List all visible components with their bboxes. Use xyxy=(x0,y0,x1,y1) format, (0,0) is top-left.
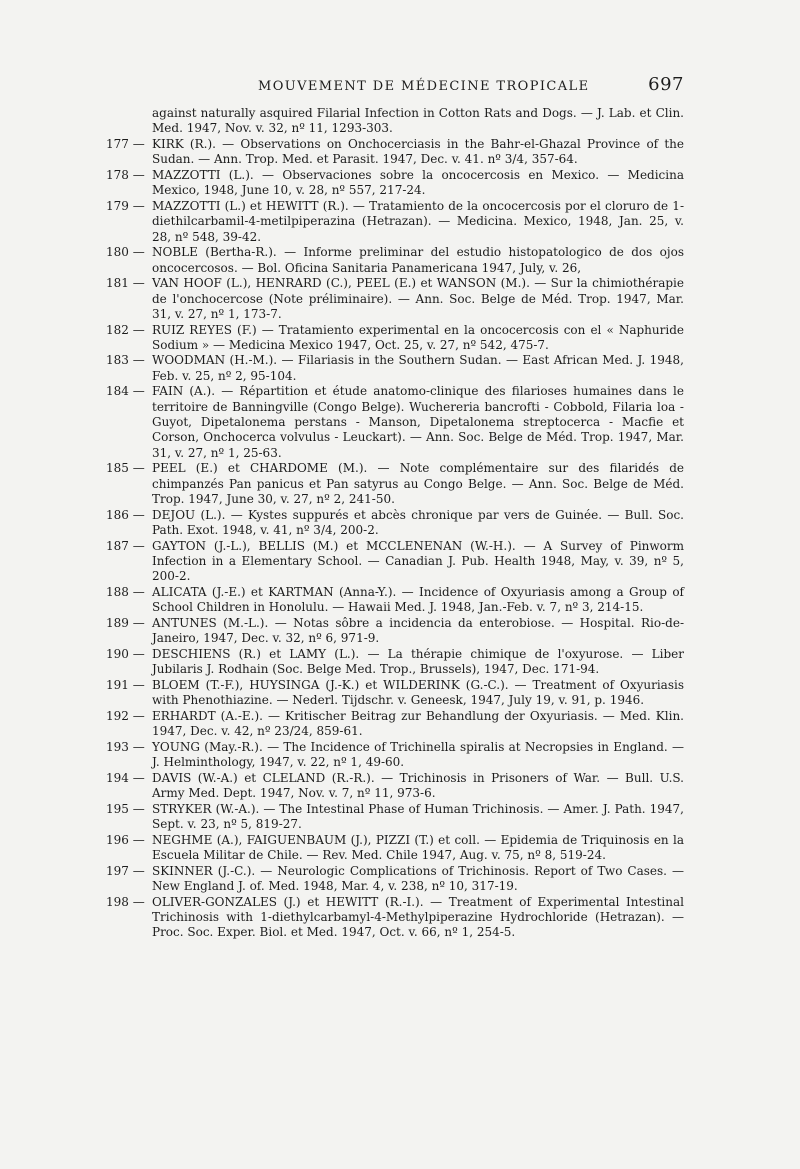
reference-entry xyxy=(106,864,684,895)
reference-entry xyxy=(106,106,684,137)
reference-entry xyxy=(106,199,684,245)
reference-entry xyxy=(106,137,684,168)
reference-number: 186 — xyxy=(106,507,145,522)
reference-number: 188 — xyxy=(106,584,145,599)
reference-entry xyxy=(106,168,684,199)
reference-number: 195 — xyxy=(106,801,145,816)
reference-entry xyxy=(106,276,684,322)
reference-entry xyxy=(106,539,684,585)
page-number: 697 xyxy=(648,74,684,95)
reference-text: ALICATA (J.-E.) et KARTMAN (Anna-Y.). — Incidence of Oxyuriasis among a Group of School Children in Honolulu. — Hawaii Med. J. 1948, Jan.-Feb. v. 7, nº 3, 214-15. xyxy=(152,584,684,615)
reference-entry xyxy=(106,771,684,802)
reference-number: 197 — xyxy=(106,863,145,878)
reference-number: 178 — xyxy=(106,167,145,182)
reference-entry xyxy=(106,709,684,740)
reference-text: FAIN (A.). — Répartition et étude anatomo-clinique des filarioses humaines dans le territoire de Banningville (Congo Belge). Wuchereria bancrofti - Cobbold, Filaria loa - Guyot, Dipetalonema perstans - Manson, Dipetalonema streptocerca - Macfie et Corson, Onchocerca volvulus - Leuckart). — Ann. Soc. Belge de Méd. Trop. 1947, Mar. 31, v. 27, nº 1, 25-63. xyxy=(152,384,684,460)
reference-entry xyxy=(106,323,684,354)
reference-entry xyxy=(106,508,684,539)
reference-entry xyxy=(106,585,684,616)
reference-number: 183 — xyxy=(106,353,145,368)
reference-number: 193 — xyxy=(106,739,145,754)
reference-text: STRYKER (W.-A.). — The Intestinal Phase of Human Trichinosis. — Amer. J. Path. 1947, Sept. v. 23, nº 5, 819-27. xyxy=(152,801,684,832)
reference-entry xyxy=(106,647,684,678)
reference-number: 180 — xyxy=(106,245,145,260)
reference-number: 182 — xyxy=(106,322,145,337)
reference-entry xyxy=(106,461,684,507)
reference-entry xyxy=(106,384,684,460)
reference-number: 184 — xyxy=(106,384,145,399)
reference-text: NOBLE (Bertha-R.). — Informe preliminar del estudio histopatologico de dos ojos oncocercosos. — Bol. Oficina Sanitaria Panamericana 1947, July, v. 26, xyxy=(152,245,684,275)
reference-text: WOODMAN (H.-M.). — Filariasis in the Southern Sudan. — East African Med. J. 1948, Feb. v. 25, nº 2, 95-104. xyxy=(152,353,684,383)
reference-number: 196 — xyxy=(106,832,145,847)
reference-entry xyxy=(106,616,684,647)
reference-text: MAZZOTTI (L.) et HEWITT (R.). — Tratamiento de la oncocercosis por el cloruro de 1-diethilcarbamil-4-metilpiperazina (Hetrazan). — Medicina. Mexico, 1948, Jan. 25, v. 28, nº 548, 39-42. xyxy=(152,198,684,244)
reference-number: 194 — xyxy=(106,770,145,785)
reference-text: OLIVER-GONZALES (J.) et HEWITT (R.-I.). — Treatment of Experimental Intestinal Trichinosis with 1-diethylcarbamyl-4-Methylpiperazine Hydrochloride (Hetrazan). — Proc. Soc. Exper. Biol. et Med. 1947, Oct. v. 66, nº 1, 254-5. xyxy=(152,894,684,940)
reference-text: BLOEM (T.-F.), HUYSINGA (J.-K.) et WILDERINK (G.-C.). — Treatment of Oxyuriasis with Phenothiazine. — Nederl. Tijdschr. v. Geneesk, 1947, July 19, v. 91, p. 1946. xyxy=(152,677,684,708)
reference-text: KIRK (R.). — Observations on Onchocerciasis in the Bahr-el-Ghazal Province of the Sudan. — Ann. Trop. Med. et Parasit. 1947, Dec. v. 41. nº 3/4, 357-64. xyxy=(152,136,684,167)
reference-entry xyxy=(106,895,684,941)
reference-number: 177 — xyxy=(106,136,145,151)
reference-number: 189 — xyxy=(106,615,145,630)
reference-text: PEEL (E.) et CHARDOME (M.). — Note complémentaire sur des filaridés de chimpanzés Pan panicus et Pan satyrus au Congo Belge. — Ann. Soc. Belge de Méd. Trop. 1947, June 30, v. 27, nº 2, 241-50. xyxy=(152,461,684,506)
reference-text: ANTUNES (M.-L.). — Notas sôbre a incidencia da enterobiose. — Hospital. Rio-de-Janeiro, 1947, Dec. v. 32, nº 6, 971-9. xyxy=(152,615,684,646)
reference-text: NEGHME (A.), FAIGUENBAUM (J.), PIZZI (T.) et coll. — Epidemia de Triquinosis en la Escuela Militar de Chile. — Rev. Med. Chile 1947, Aug. v. 75, nº 8, 519-24. xyxy=(152,832,684,863)
reference-text: GAYTON (J.-L.), BELLIS (M.) et MCCLENENAN (W.-H.). — A Survey of Pinworm Infection in a Elementary School. — Canadian J. Pub. Health 1948, May, v. 39, nº 5, 200-2. xyxy=(152,538,684,584)
page-header xyxy=(230,74,684,95)
running-title: MOUVEMENT DE MÉDECINE TROPICALE xyxy=(258,79,590,94)
reference-text: DAVIS (W.-A.) et CLELAND (R.-R.). — Trichinosis in Prisoners of War. — Bull. U.S. Army Med. Dept. 1947, Nov. v. 7, nº 11, 973-6. xyxy=(152,770,684,801)
reference-number: 187 — xyxy=(106,538,145,553)
reference-number: 181 — xyxy=(106,276,145,291)
reference-number: 185 — xyxy=(106,461,145,476)
reference-list xyxy=(106,106,684,941)
reference-text: DEJOU (L.). — Kystes suppurés et abcès chronique par vers de Guinée. — Bull. Soc. Path. Exot. 1948, v. 41, nº 3/4, 200-2. xyxy=(152,507,684,537)
reference-entry xyxy=(106,833,684,864)
reference-text: DESCHIENS (R.) et LAMY (L.). — La thérapie chimique de l'oxyurose. — Liber Jubilaris J. Rodhain (Soc. Belge Med. Trop., Brussels), 1947, Dec. 171-94. xyxy=(152,646,684,677)
reference-number: 198 — xyxy=(106,894,145,909)
reference-entry xyxy=(106,353,684,384)
reference-text: against naturally asquired Filarial Infection in Cotton Rats and Dogs. — J. Lab. et Clin. Med. 1947, Nov. v. 32, nº 11, 1293-303. xyxy=(152,106,684,136)
reference-text: MAZZOTTI (L.). — Observaciones sobre la oncocercosis en Mexico. — Medicina Mexico, 1948, June 10, v. 28, nº 557, 217-24. xyxy=(152,167,684,198)
reference-entry xyxy=(106,740,684,771)
reference-text: VAN HOOF (L.), HENRARD (C.), PEEL (E.) et WANSON (M.). — Sur la chimiothérapie de l'onchocercose (Note préliminaire). — Ann. Soc. Belge de Méd. Trop. 1947, Mar. 31, v. 27, nº 1, 173-7. xyxy=(152,276,684,321)
reference-entry xyxy=(106,245,684,276)
reference-text: RUIZ REYES (F.) — Tratamiento experimental en la oncocercosis con el « Naphuride Sodium » — Medicina Mexico 1947, Oct. 25, v. 27, nº 542, 475-7. xyxy=(152,322,684,352)
reference-entry xyxy=(106,678,684,709)
reference-number: 179 — xyxy=(106,198,145,213)
reference-text: SKINNER (J.-C.). — Neurologic Complications of Trichinosis. Report of Two Cases. — New England J. of. Med. 1948, Mar. 4, v. 238, nº 10, 317-19. xyxy=(152,863,684,894)
reference-number: 192 — xyxy=(106,708,145,723)
reference-entry xyxy=(106,802,684,833)
reference-number: 191 — xyxy=(106,677,145,692)
reference-text: ERHARDT (A.-E.). — Kritischer Beitrag zur Behandlung der Oxyuriasis. — Med. Klin. 1947, Dec. v. 42, nº 23/24, 859-61. xyxy=(152,708,684,739)
reference-text: YOUNG (May.-R.). — The Incidence of Trichinella spiralis at Necropsies in England. — J. Helminthology, 1947, v. 22, nº 1, 49-60. xyxy=(152,739,684,770)
reference-number: 190 — xyxy=(106,646,145,661)
